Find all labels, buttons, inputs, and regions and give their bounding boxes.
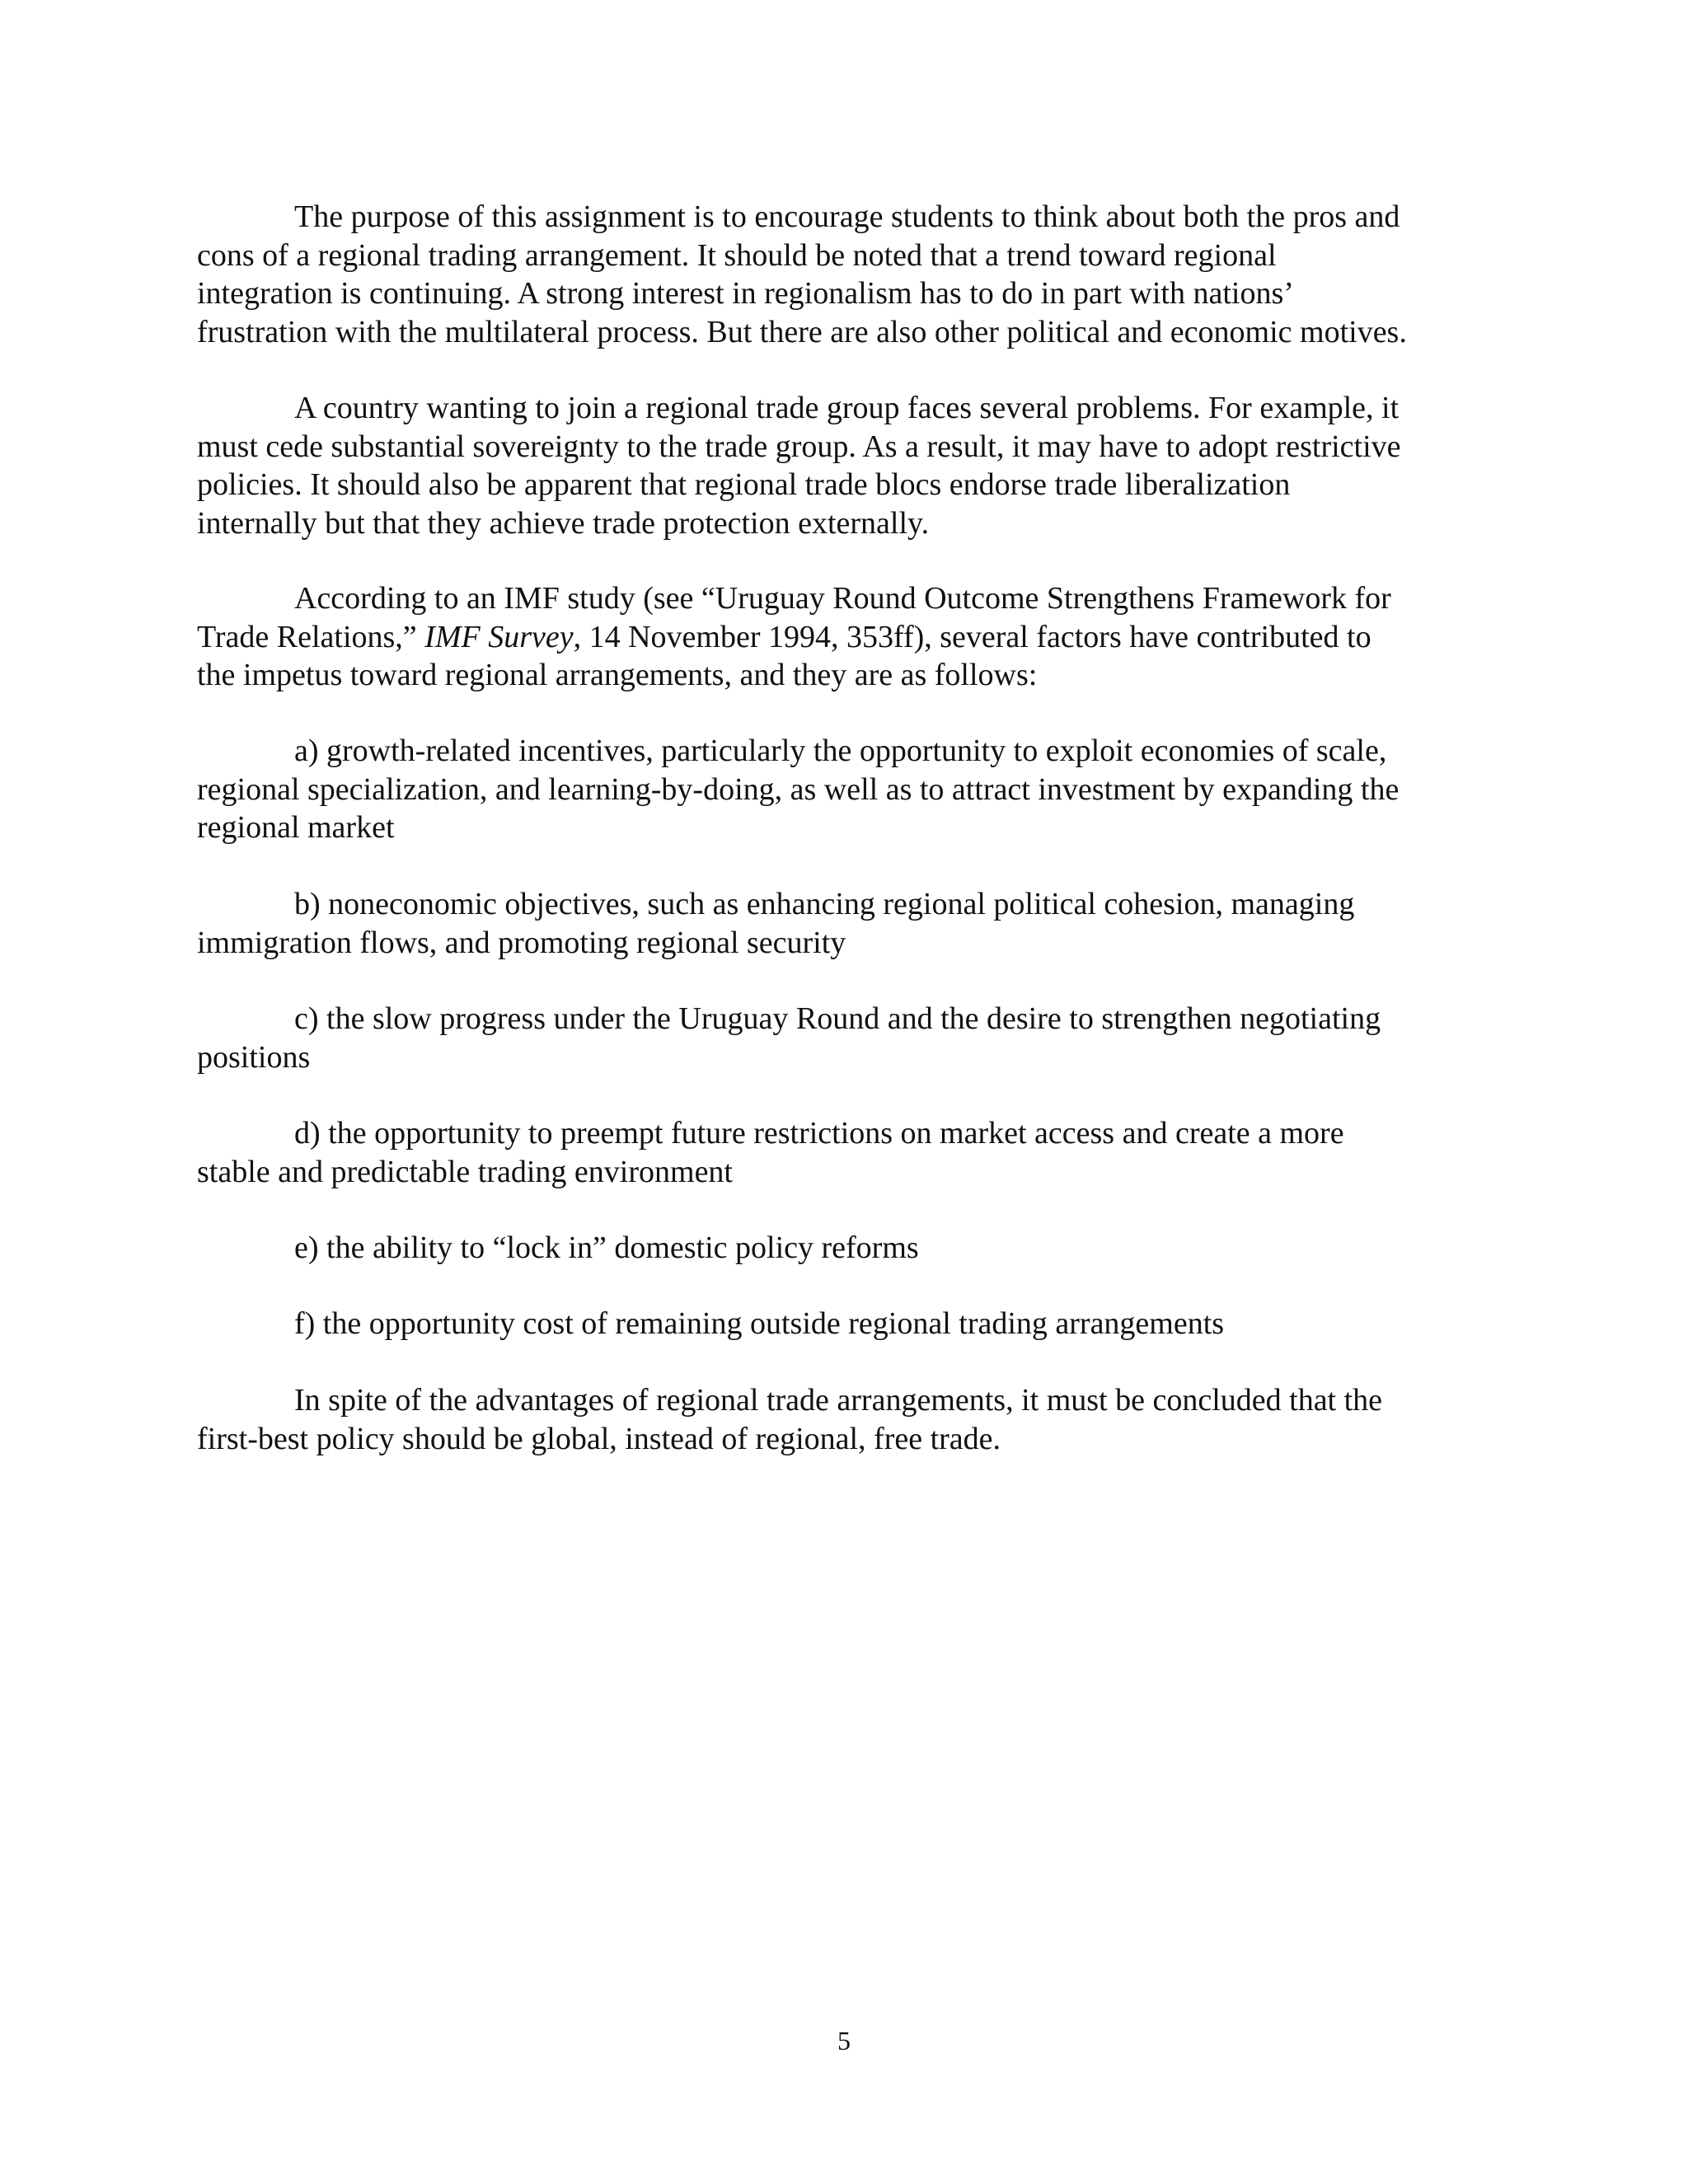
text-line: stable and predictable trading environment: [197, 1154, 733, 1189]
text-line: cons of a regional trading arrangement. It should be noted that a trend toward regional: [197, 237, 1277, 273]
text-line: b) noneconomic objectives, such as enhancing regional political cohesion, managing: [294, 887, 1355, 921]
text-line: regional specialization, and learning-by-doing, as well as to attract investment by expanding the: [197, 771, 1400, 807]
list-item-f: [197, 1305, 1491, 1343]
paragraph-purpose: [197, 198, 1491, 351]
text-line-with-citation: [197, 618, 1491, 657]
text-line: c) the slow progress under the Uruguay Round and the desire to strengthen negotiating: [294, 1001, 1381, 1036]
paragraph-problems: [197, 389, 1491, 542]
paragraph-imf-study: [197, 579, 1491, 695]
paragraph-conclusion: [197, 1381, 1491, 1458]
text-line: e) the ability to “lock in” domestic policy reforms: [294, 1230, 919, 1265]
list-item-e: [197, 1229, 1491, 1268]
text-line: positions: [197, 1039, 311, 1075]
text-line: internally but that they achieve trade protection externally.: [197, 505, 930, 541]
text-line: f) the opportunity cost of remaining outside regional trading arrangements: [294, 1306, 1225, 1341]
text-line: The purpose of this assignment is to encourage students to think about both the pros and: [294, 199, 1400, 234]
citation-prefix: Trade Relations,”: [197, 619, 425, 654]
text-line: must cede substantial sovereignty to the trade group. As a result, it may have to adopt restrictive: [197, 429, 1401, 464]
list-item-c: [197, 1000, 1491, 1076]
text-line: frustration with the multilateral process. But there are also other political and economic motives.: [197, 314, 1407, 349]
text-line: In spite of the advantages of regional trade arrangements, it must be concluded that the: [294, 1383, 1383, 1418]
text-line: policies. It should also be apparent that regional trade blocs endorse trade liberalization: [197, 467, 1291, 502]
citation-suffix: , 14 November 1994, 353ff), several factors have contributed to: [573, 619, 1372, 654]
text-line: regional market: [197, 810, 395, 845]
list-item-b: [197, 885, 1491, 962]
text-line: A country wanting to join a regional trade group faces several problems. For example, it: [294, 391, 1400, 425]
list-item-d: [197, 1114, 1491, 1191]
text-line: the impetus toward regional arrangements, and they are as follows:: [197, 658, 1038, 692]
text-line: d) the opportunity to preempt future restrictions on market access and create a more: [294, 1116, 1344, 1151]
text-line: first-best policy should be global, instead of regional, free trade.: [197, 1421, 1001, 1456]
text-line: immigration flows, and promoting regional security: [197, 925, 846, 960]
list-item-a: [197, 732, 1491, 847]
text-line: According to an IMF study (see “Uruguay Round Outcome Strengthens Framework for: [294, 581, 1391, 616]
journal-title: IMF Survey: [424, 619, 574, 654]
text-line: a) growth-related incentives, particularly the opportunity to exploit economies of scale,: [294, 733, 1387, 768]
page-number: 5: [837, 2026, 851, 2055]
text-line: integration is continuing. A strong interest in regionalism has to do in part with nations’: [197, 276, 1294, 311]
